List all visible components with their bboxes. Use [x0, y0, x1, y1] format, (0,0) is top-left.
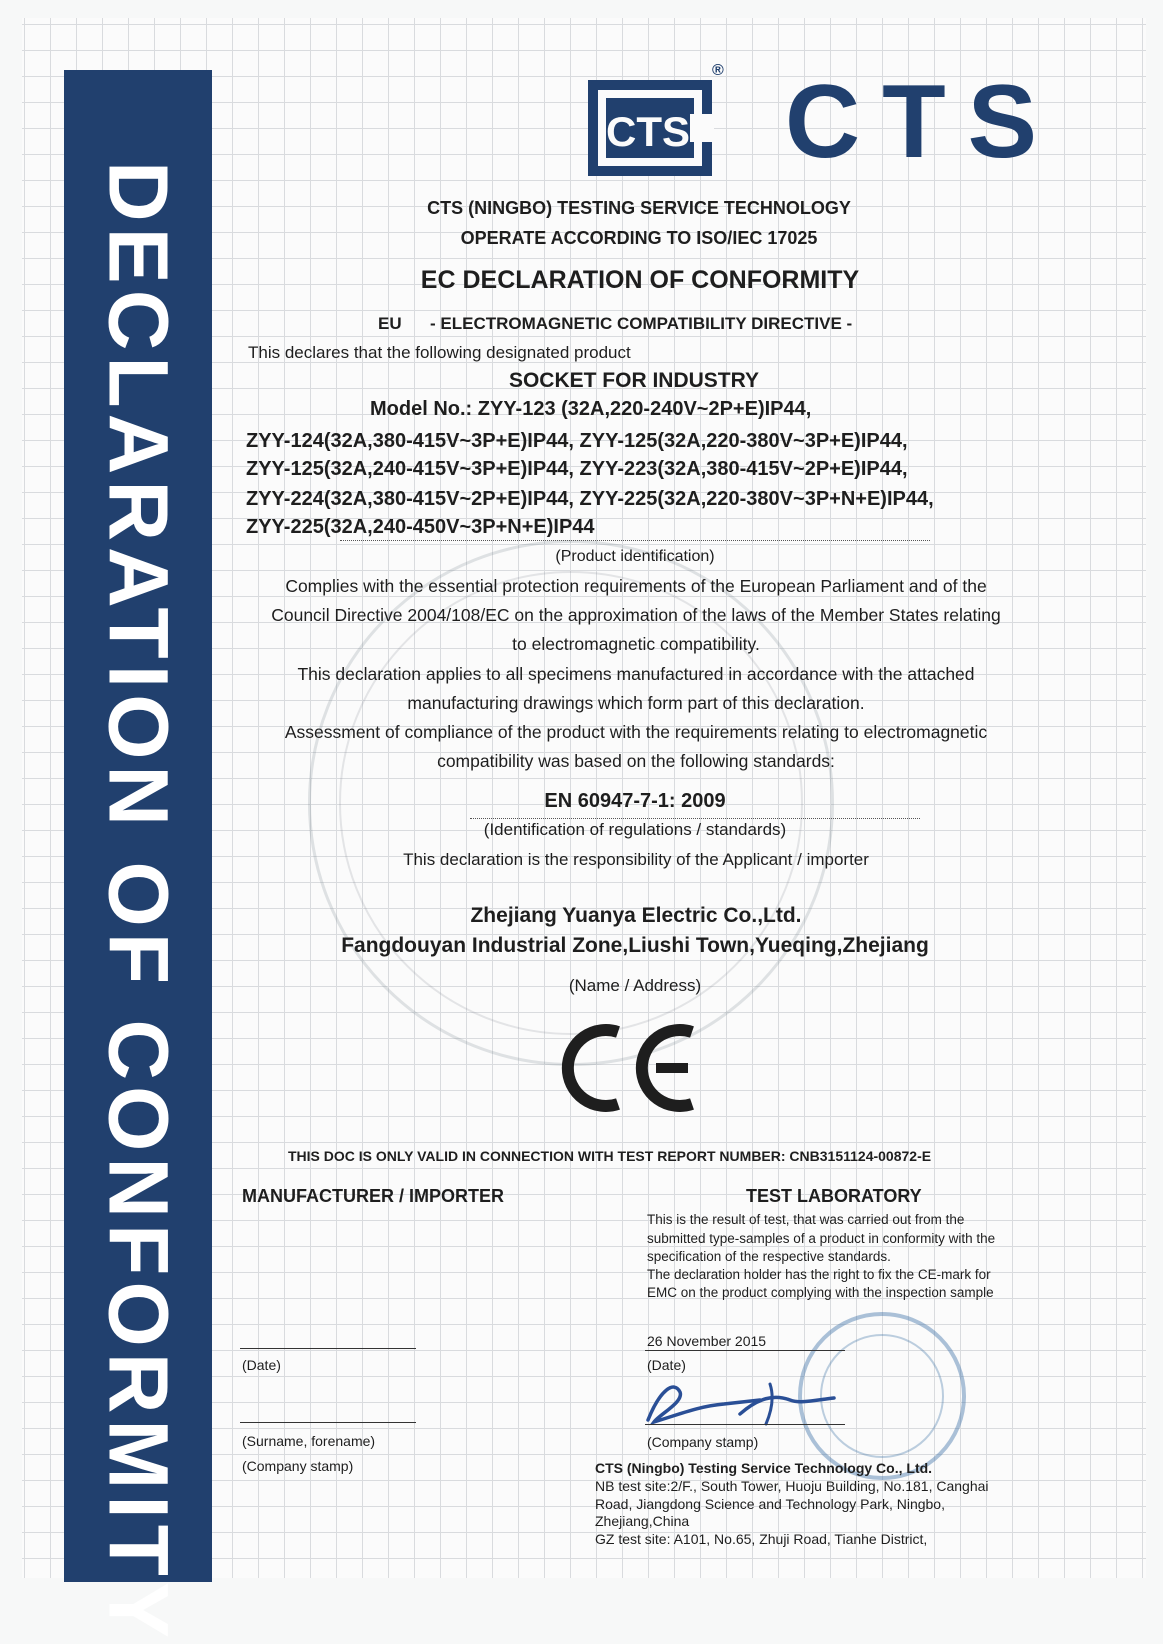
assessment-text: Assessment of compliance of the product with the requirements relating to electromagnetic	[284, 722, 988, 742]
ce-mark-icon	[556, 1018, 706, 1118]
standard-caption: (Identification of regulations / standards)	[483, 820, 787, 839]
product-underline	[340, 540, 930, 542]
lab-address-line: Road, Jiangdong Science and Technology Park, Ningbo,	[595, 1496, 945, 1512]
standard-underline	[470, 818, 920, 819]
side-banner-title: DECLARATION OF CONFORMITY	[91, 161, 186, 1644]
signature	[640, 1370, 840, 1430]
lab-address-line: GZ test site: A101, No.65, Zhuji Road, Tianhe District,	[595, 1531, 928, 1547]
lab-result-text: The declaration holder has the right to fix the CE-mark for	[647, 1267, 991, 1282]
product-identification-caption: (Product identification)	[555, 548, 715, 565]
lab-company: CTS (Ningbo) Testing Service Technology Co., Ltd.	[595, 1460, 933, 1476]
declares-text: This declares that the following designated product	[248, 343, 631, 362]
brand-wordmark: CTS	[785, 64, 1059, 180]
ce-mark-text: CE	[556, 1018, 558, 1019]
applies-text: This declaration applies to all specimens manufactured in accordance with the attached	[297, 664, 975, 684]
org-line: CTS (NINGBO) TESTING SERVICE TECHNOLOGY	[427, 198, 851, 218]
lab-result-text: EMC on the product complying with the inspection sample	[647, 1285, 994, 1300]
manufacturer-date-label: (Date)	[242, 1357, 281, 1373]
operate-line: OPERATE ACCORDING TO ISO/IEC 17025	[460, 228, 818, 248]
product-name: SOCKET FOR INDUSTRY	[508, 369, 760, 392]
complies-text: Council Directive 2004/108/EC on the approximation of the laws of the Member States relating	[271, 605, 1001, 625]
lab-date-label: (Date)	[647, 1357, 686, 1373]
manufacturer-heading: MANUFACTURER / IMPORTER	[242, 1186, 504, 1206]
lab-address-line: NB test site:2/F., South Tower, Huoju Building, No.181, Canghai	[595, 1478, 989, 1494]
lab-date-line	[645, 1350, 845, 1351]
standard-value: EN 60947-7-1: 2009	[544, 790, 726, 812]
name-address-caption: (Name / Address)	[568, 976, 702, 995]
model-line: ZYY-224(32A,380-415V~2P+E)IP44, ZYY-225(32A,220-380V~3P+N+E)IP44,	[246, 488, 934, 510]
responsibility-text: This declaration is the responsibility of the Applicant / importer	[403, 850, 869, 869]
model-line: Model No.: ZYY-123 (32A,220-240V~2P+E)IP44,	[370, 398, 812, 420]
manufacturer-date-line	[240, 1348, 416, 1349]
model-line: ZYY-125(32A,240-415V~3P+E)IP44, ZYY-223(32A,380-415V~2P+E)IP44,	[246, 458, 908, 480]
lab-result-text: submitted type-samples of a product in conformity with the	[647, 1231, 996, 1246]
ce-mark	[556, 1018, 706, 1118]
emblem-text: CTS	[606, 108, 690, 155]
cts-emblem-logo	[586, 78, 714, 178]
lab-stamp-label: (Company stamp)	[647, 1434, 759, 1450]
lab-stamp-line	[645, 1424, 845, 1425]
applies-text: manufacturing drawings which form part of this declaration.	[407, 693, 865, 713]
registered-mark: ®	[712, 62, 724, 79]
lab-date-value: 26 November 2015	[647, 1333, 767, 1349]
cts-emblem-icon	[586, 78, 714, 178]
manufacturer-name-label: (Surname, forename)	[242, 1433, 376, 1449]
model-line: ZYY-225(32A,240-450V~3P+N+E)IP44	[246, 516, 595, 538]
assessment-text: compatibility was based on the following standards:	[437, 751, 835, 771]
lab-result-text: This is the result of test, that was carried out from the	[647, 1212, 965, 1227]
manufacturer-name-line	[240, 1422, 416, 1423]
applicant-company: Zhejiang Yuanya Electric Co.,Ltd.	[470, 904, 802, 927]
region-label: EU	[378, 314, 402, 333]
validity-notice: THIS DOC IS ONLY VALID IN CONNECTION WITH TEST REPORT NUMBER: CNB3151124-00872-E	[288, 1148, 932, 1164]
complies-text: to electromagnetic compatibility.	[512, 634, 760, 654]
lab-address-line: Zhejiang,China	[595, 1513, 690, 1529]
document-title: EC DECLARATION OF CONFORMITY	[420, 266, 860, 294]
model-line: ZYY-124(32A,380-415V~3P+E)IP44, ZYY-125(32A,220-380V~3P+E)IP44,	[246, 430, 908, 452]
applicant-address: Fangdouyan Industrial Zone,Liushi Town,Yueqing,Zhejiang	[341, 934, 929, 957]
directive-label: - ELECTROMAGNETIC COMPATIBILITY DIRECTIVE -	[430, 314, 853, 333]
lab-heading: TEST LABORATORY	[746, 1186, 922, 1206]
lab-result-text: specification of the respective standards.	[647, 1249, 891, 1264]
manufacturer-stamp-label: (Company stamp)	[242, 1458, 354, 1474]
complies-text: Complies with the essential protection requirements of the European Parliament and of the	[285, 576, 987, 596]
